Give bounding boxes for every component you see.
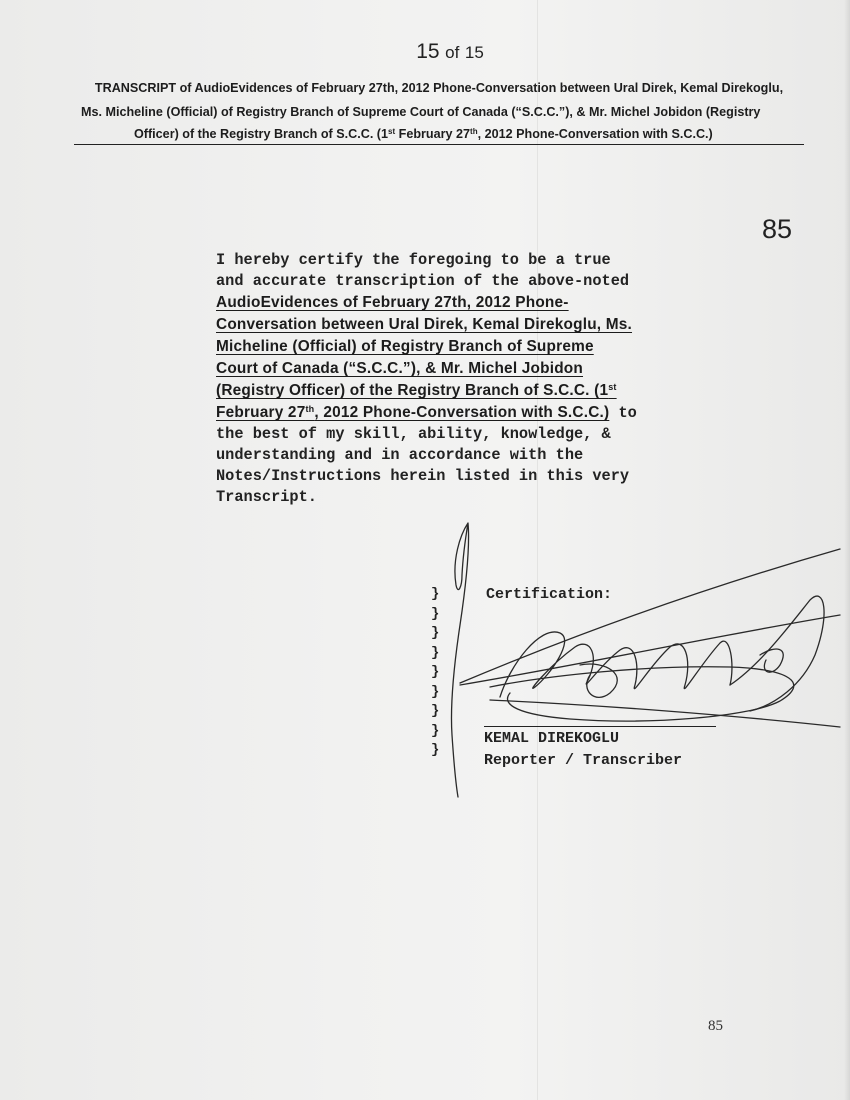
certification-label: Certification: — [486, 586, 613, 603]
cert-line: understanding and in accordance with the — [216, 446, 584, 464]
brace: } — [431, 683, 440, 700]
cert-underlined-line — [216, 404, 609, 421]
cert-sup-th: th — [305, 404, 315, 414]
cert-line: Transcript. — [216, 488, 317, 506]
header-sup-st: st — [388, 127, 396, 136]
cert-line: I hereby certify the foregoing to be a true — [216, 251, 611, 269]
brace: } — [431, 722, 440, 739]
brace: } — [431, 664, 440, 680]
page-counter — [0, 40, 850, 64]
header-line-3 — [74, 124, 804, 145]
header-line-2: Ms. Micheline (Official) of Registry Branch of Supreme Court of Canada (“S.C.C.”), & Mr. Michel Jobidon (Registry — [81, 105, 761, 119]
header-line-1: TRANSCRIPT of AudioEvidences of February 27th, 2012 Phone-Conversation between Ural Direk, Kemal Direkoglu, — [94, 81, 784, 95]
cert-underlined-line: Conversation between Ural Direk, Kemal Direkoglu, Ms. — [216, 316, 633, 333]
cert-u5-text: (Registry Officer) of the Registry Branch of S.C.C. (1 — [216, 382, 609, 399]
signature-line — [484, 726, 716, 727]
cert-u6-tail: to — [609, 404, 637, 422]
page-current: 15 — [416, 40, 440, 63]
cert-underlined-line — [216, 382, 617, 399]
cert-underlined-line: Court of Canada (“S.C.C.”), & Mr. Michel Jobidon — [216, 360, 584, 377]
brace: } — [431, 625, 440, 641]
certification-paragraph — [216, 250, 776, 508]
cert-sup-st: st — [608, 382, 617, 392]
cert-line: the best of my skill, ability, knowledge, & — [216, 425, 611, 443]
cert-underlined-line: AudioEvidences of February 27th, 2012 Phone- — [216, 294, 569, 311]
transcript-header — [74, 76, 804, 145]
signer-role: Reporter / Transcriber — [484, 752, 683, 769]
brace: } — [431, 605, 440, 622]
cert-u6-text-b: , 2012 Phone-Conversation with S.C.C.) — [314, 404, 610, 421]
header-line-3-part-b: February 27 — [395, 127, 471, 141]
page-number-bottom: 85 — [708, 1018, 723, 1034]
cert-line: Notes/Instructions herein listed in this very — [216, 467, 630, 485]
brace: } — [431, 586, 440, 602]
brace: } — [431, 703, 440, 719]
brace: } — [431, 644, 440, 661]
cert-underlined-line: Micheline (Official) of Registry Branch of Supreme — [216, 338, 594, 355]
cert-line: and accurate transcription of the above-noted — [216, 272, 630, 290]
header-line-3-part-c: , 2012 Phone-Conversation with S.C.C.) — [477, 127, 713, 141]
page-total: 15 — [464, 43, 484, 62]
page-number-top: 85 — [761, 214, 792, 244]
cert-u6-text-a: February 27 — [216, 404, 306, 421]
brace: } — [431, 742, 440, 758]
header-line-3-part-a: Officer) of the Registry Branch of S.C.C. (1 — [134, 127, 389, 141]
page-of-label: of — [445, 43, 460, 62]
signer-name: KEMAL DIREKOGLU — [484, 730, 620, 747]
header-sup-th: th — [470, 127, 478, 136]
